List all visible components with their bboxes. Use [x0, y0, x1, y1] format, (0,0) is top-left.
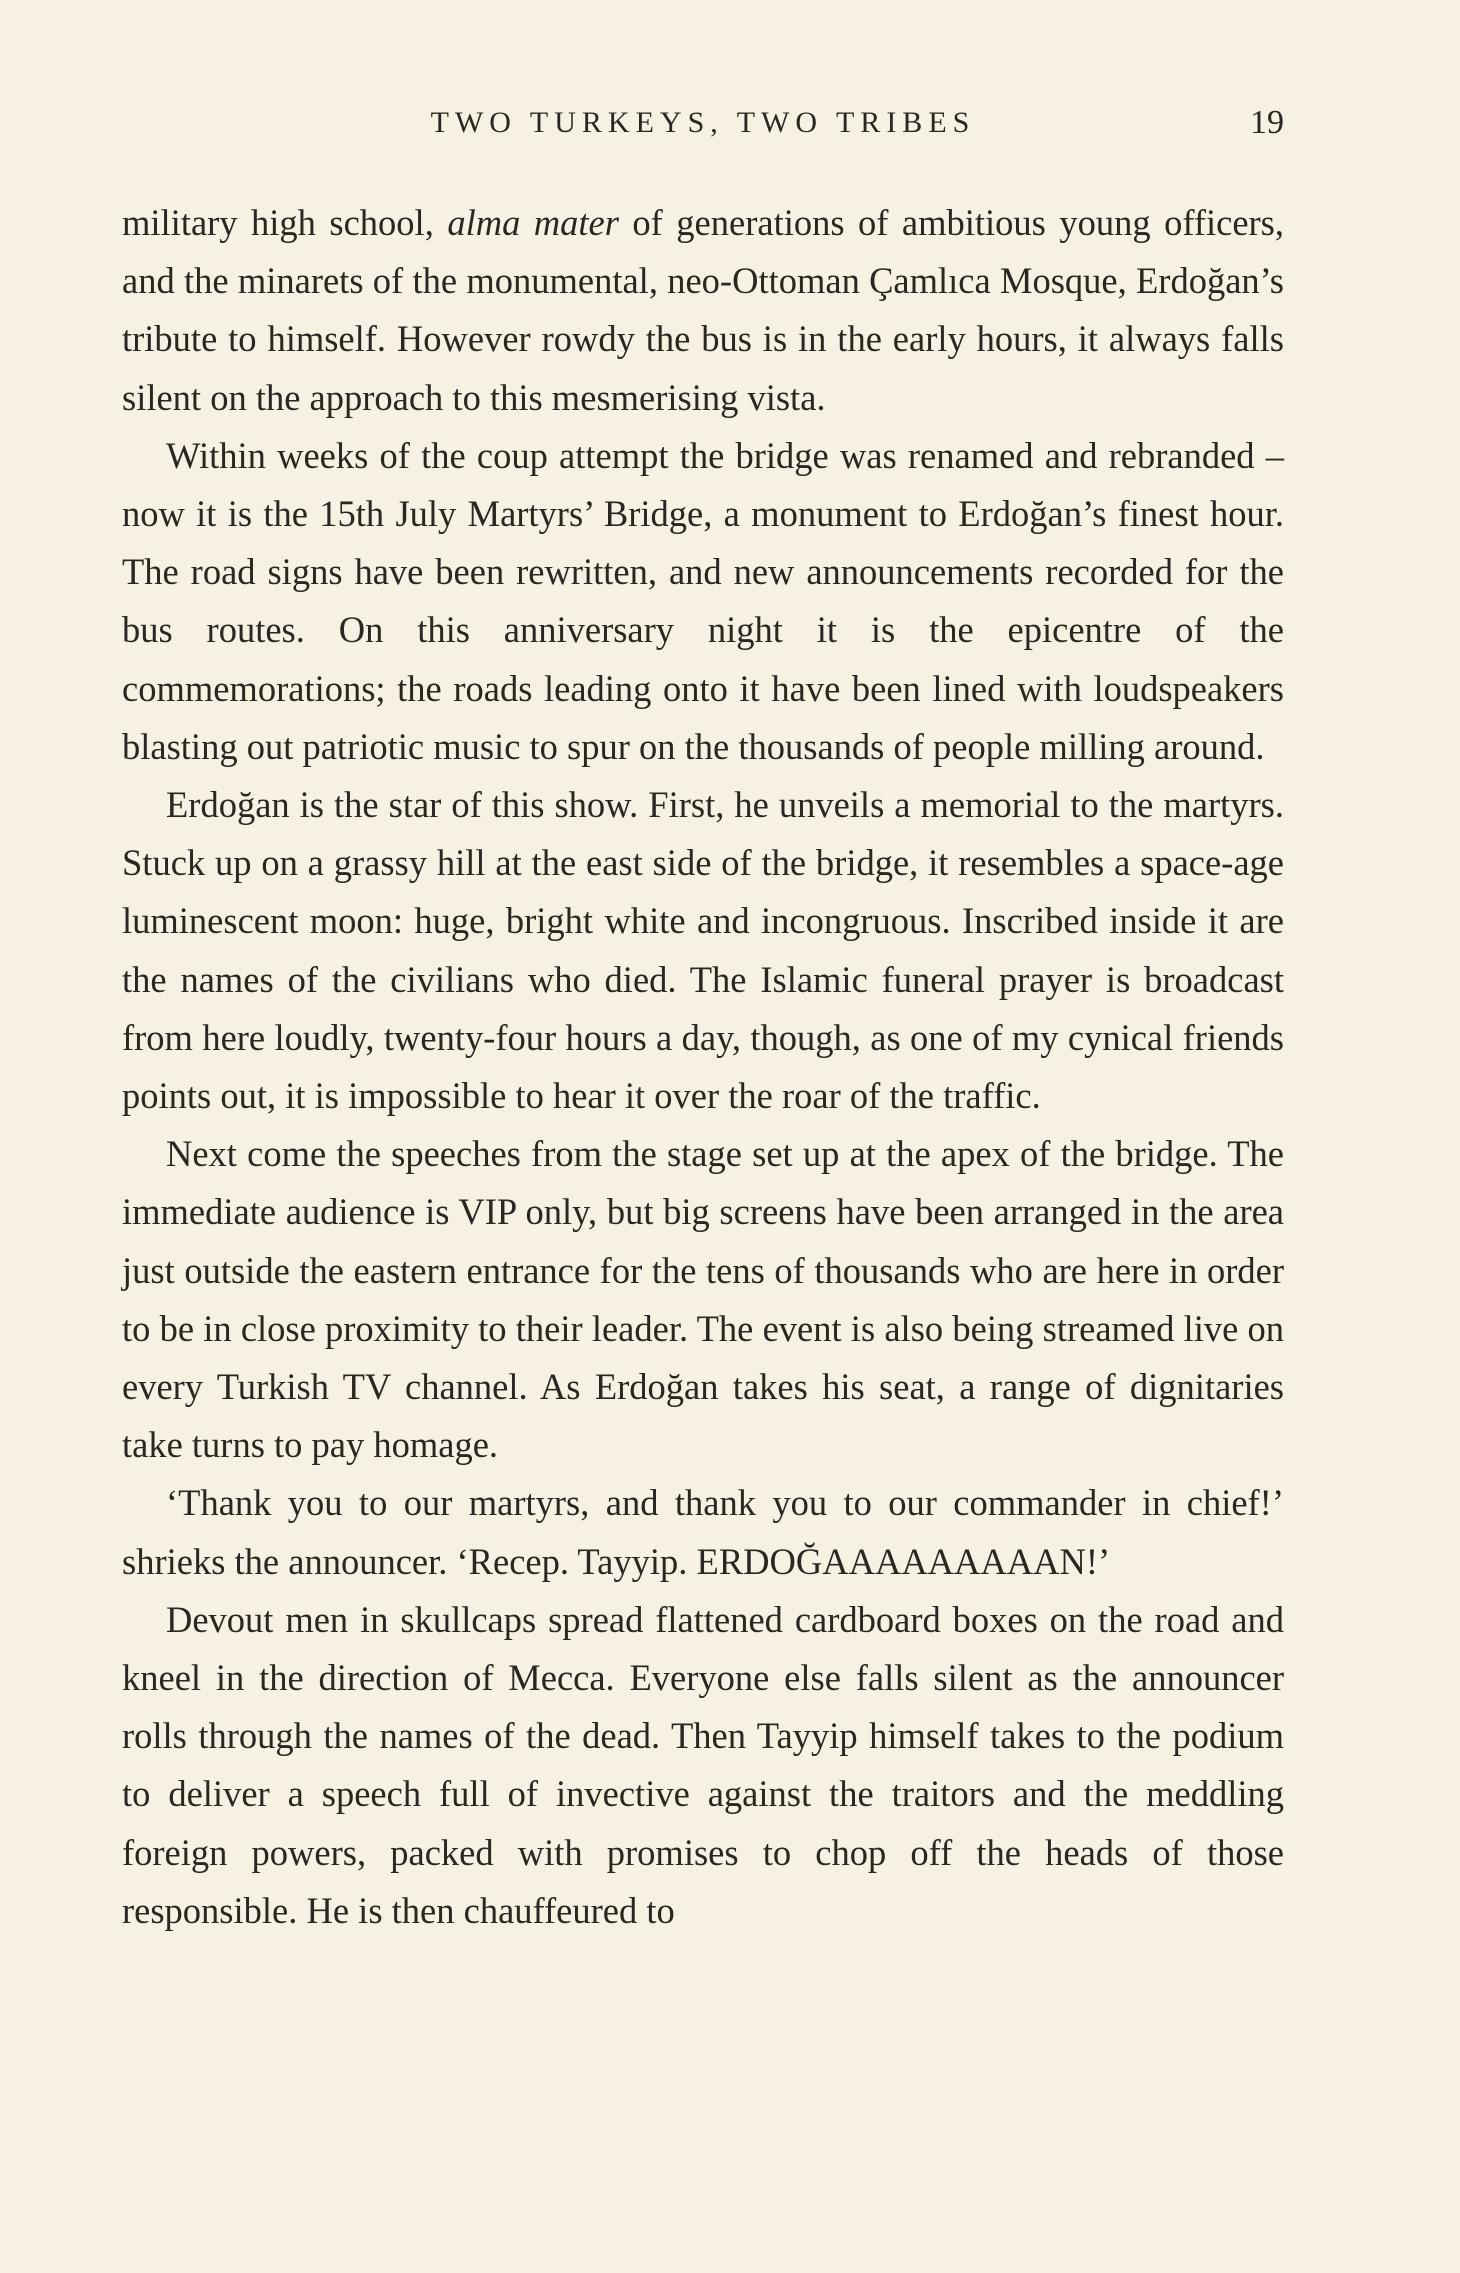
paragraph-4: Next come the speeches from the stage set up at the apex of the bridge. The immediate audience is VIP only, but big screens have been arranged in the area just outside the eastern entrance for the tens of thousands who are here in order to be in close proximity to their leader. The event is also being streamed live on every Turkish TV channel. As Erdoğan takes his seat, a range of dignitaries take turns to pay homage.: [122, 1133, 1284, 1466]
paragraph-6: Devout men in skullcaps spread flattened cardboard boxes on the road and kneel in the direction of Mecca. Everyone else falls silent as the announcer rolls through the names of the dead. Then Tayyip himself takes to the podium to deliver a speech full of invective against the traitors and the meddling foreign powers, packed with promises to chop off the heads of those responsible. He is then chauffeured to: [122, 1598, 1284, 1931]
paragraph-3: Erdoğan is the star of this show. First, he unveils a memorial to the martyrs. Stuck up on a grassy hill at the east side of the bridge, it resembles a space-age luminescent moon: huge, bright white and incongruous. Inscribed inside it are the names of the civilians who died. The Islamic funeral prayer is broadcast from here loudly, twenty-four hours a day, though, as one of my cynical friends points out, it is impossible to hear it over the roar of the traffic.: [122, 784, 1284, 1117]
paragraph-2: Within weeks of the coup attempt the bridge was renamed and rebranded – now it is the 15th July Martyrs’ Bridge, a monument to Erdoğan’s finest hour. The road signs have been rewritten, and new announcements recorded for the bus routes. On this anniversary night it is the epicentre of the commemorations; the roads leading onto it have been lined with loudspeakers blasting out patriotic music to spur on the thousands of people milling around.: [122, 434, 1284, 767]
body-text: [122, 194, 1284, 1940]
italic-phrase-alma-mater: alma mater: [447, 202, 619, 243]
paragraph-5: ‘Thank you to our martyrs, and thank you to our commander in chief!’ shrieks the announcer. ‘Recep. Tayyip. ERDOĞAAAAAAAAAN!’: [122, 1482, 1284, 1582]
paragraph-1: [122, 194, 1284, 427]
running-title: TWO TURKEYS, TWO TRIBES: [430, 106, 976, 139]
paragraph-1-lead: military high school,: [122, 202, 448, 243]
page-number: 19: [1250, 104, 1284, 141]
paragraph-1-rest: of generations of ambitious young officers, and the minarets of the monumental, neo-Ottoman Çamlıca Mosque, Erdoğan’s tribute to himself. However rowdy the bus is in the early hours, it always falls silent on the approach to this mesmerising vista.: [122, 202, 1285, 418]
running-head: [122, 98, 1284, 148]
